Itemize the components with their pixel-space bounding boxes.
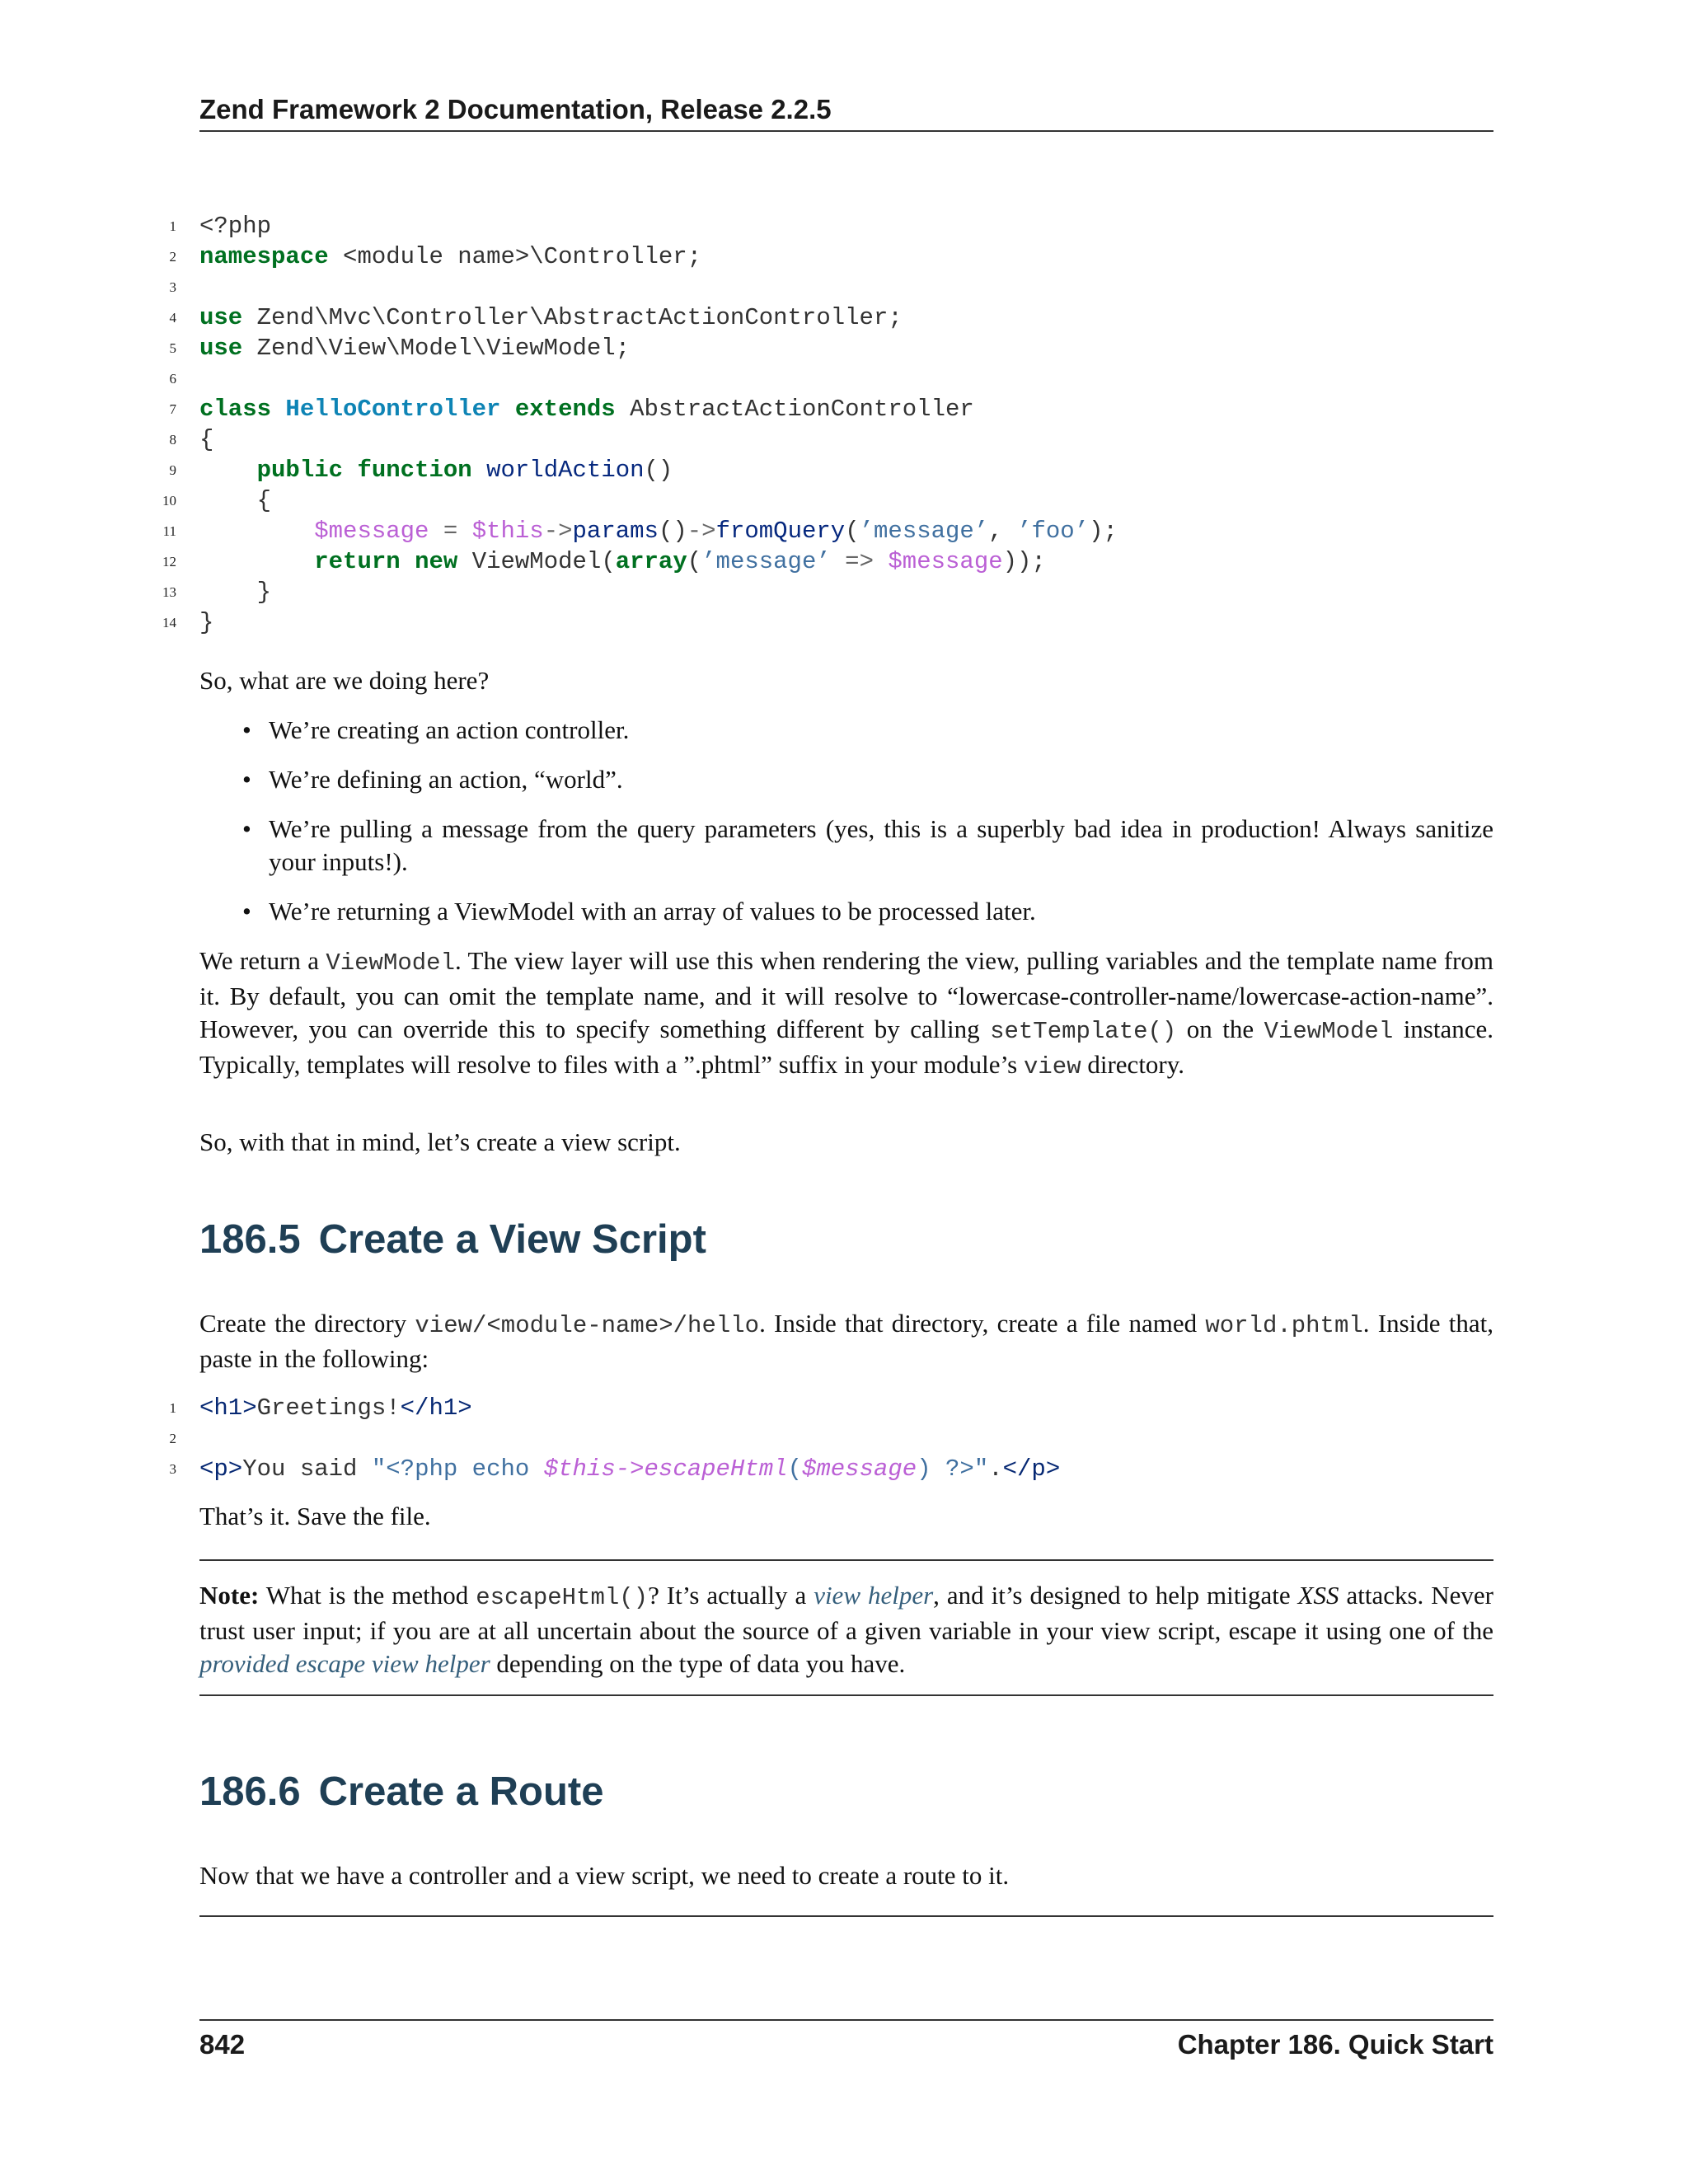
page-number: 842	[199, 2029, 246, 2060]
code-line: 3	[169, 279, 176, 295]
code-line: 1 <h1>Greetings!</h1>	[169, 1394, 472, 1422]
viewmodel-paragraph: We return a ViewModel. The view layer will use this when rendering the view, pulling variables and the template name from it. By default, you can omit the template name, and it will resolve to “lowercase-controller-name/lowercase-action-name”. However, you can override this to specify something different by calling setTemplate() on the ViewModel instance. Typically, templates will resolve to files with a ”.phtml” suffix in your module’s view directory.	[199, 946, 1494, 1080]
bullet-icon: •	[242, 765, 251, 794]
code-line: 1 <?php	[169, 213, 272, 240]
bullet-icon: •	[242, 715, 251, 744]
header-title: Zend Framework 2 Documentation, Release 2.2.5	[199, 94, 832, 124]
note-bottom-rule	[199, 1694, 1493, 1696]
transition-paragraph: So, with that in mind, let’s create a view script.	[199, 1127, 681, 1156]
code-line: 11 $message = $this->params()->fromQuery(’message’, ’foo’);	[162, 518, 1118, 545]
running-footer	[199, 2019, 1493, 2065]
list-item: • We’re creating an action controller.	[199, 714, 1493, 747]
code-line: 5 use Zend\View\Model\ViewModel;	[169, 335, 631, 362]
note-top-rule	[199, 1559, 1493, 1561]
code-line: 7 class HelloController extends AbstractActionController	[169, 396, 974, 423]
code-line: 2 namespace <module name>\Controller;	[169, 243, 702, 270]
bullet-icon: •	[242, 897, 251, 926]
code-line: 8 {	[169, 426, 214, 453]
code-line: 3 <p>You said "<?php echo $this->escapeHtml($message) ?>".</p>	[169, 1455, 1061, 1483]
section-heading-route: 186.6 Create a Route	[199, 1769, 604, 1814]
section-heading-view-script: 186.5 Create a View Script	[199, 1217, 706, 1262]
code-block-controller	[162, 211, 1493, 638]
list-item: • We’re pulling a message from the query parameters (yes, this is a superbly bad idea in production! Always sanitize your inputs!).	[242, 814, 1493, 876]
code-line: 13 }	[162, 579, 272, 606]
code-line: 12 return new ViewModel(array(’message’ => $message));	[162, 548, 1046, 575]
code-line: 14 }	[162, 609, 214, 636]
chapter-title: Chapter 186. Quick Start	[1177, 2029, 1493, 2060]
save-paragraph: That’s it. Save the file.	[199, 1502, 431, 1530]
document-page	[162, 0, 1494, 2184]
code-line: 2	[169, 1431, 176, 1446]
bullet-icon: •	[242, 814, 251, 843]
bullet-list	[199, 714, 1493, 944]
code-line: 6	[169, 371, 176, 387]
code-line: 10 {	[162, 487, 272, 514]
escape-view-helper-link[interactable]: provided escape view helper	[199, 1649, 490, 1678]
directory-paragraph: Create the directory view/<module-name>/hello. Inside that directory, create a file named world.phtml. Inside that, paste in the following:	[199, 1309, 1494, 1373]
section-end-rule	[199, 1915, 1493, 1917]
running-header	[199, 89, 1493, 132]
list-item: • We’re defining an action, “world”.	[199, 763, 1493, 796]
list-item: • We’re returning a ViewModel with an array of values to be processed later.	[199, 895, 1493, 928]
note-box: Note: What is the method escapeHtml()? It’s actually a view helper, and it’s designed to help mitigate XSS attacks. Never trust user input; if you are at all uncertain about the source of a given variable in your view script, escape it using one of the provided escape view helper depending on the type of data you have.	[199, 1581, 1493, 1678]
view-helper-link[interactable]: view helper	[814, 1581, 934, 1610]
code-line: 4 use Zend\Mvc\Controller\AbstractActionController;	[169, 304, 903, 331]
intro-paragraph: So, what are we doing here?	[199, 666, 490, 695]
route-paragraph: Now that we have a controller and a view script, we need to create a route to it.	[199, 1861, 1010, 1890]
code-block-view-script	[169, 1393, 1493, 1484]
code-line: 9 public function worldAction()	[169, 457, 673, 484]
